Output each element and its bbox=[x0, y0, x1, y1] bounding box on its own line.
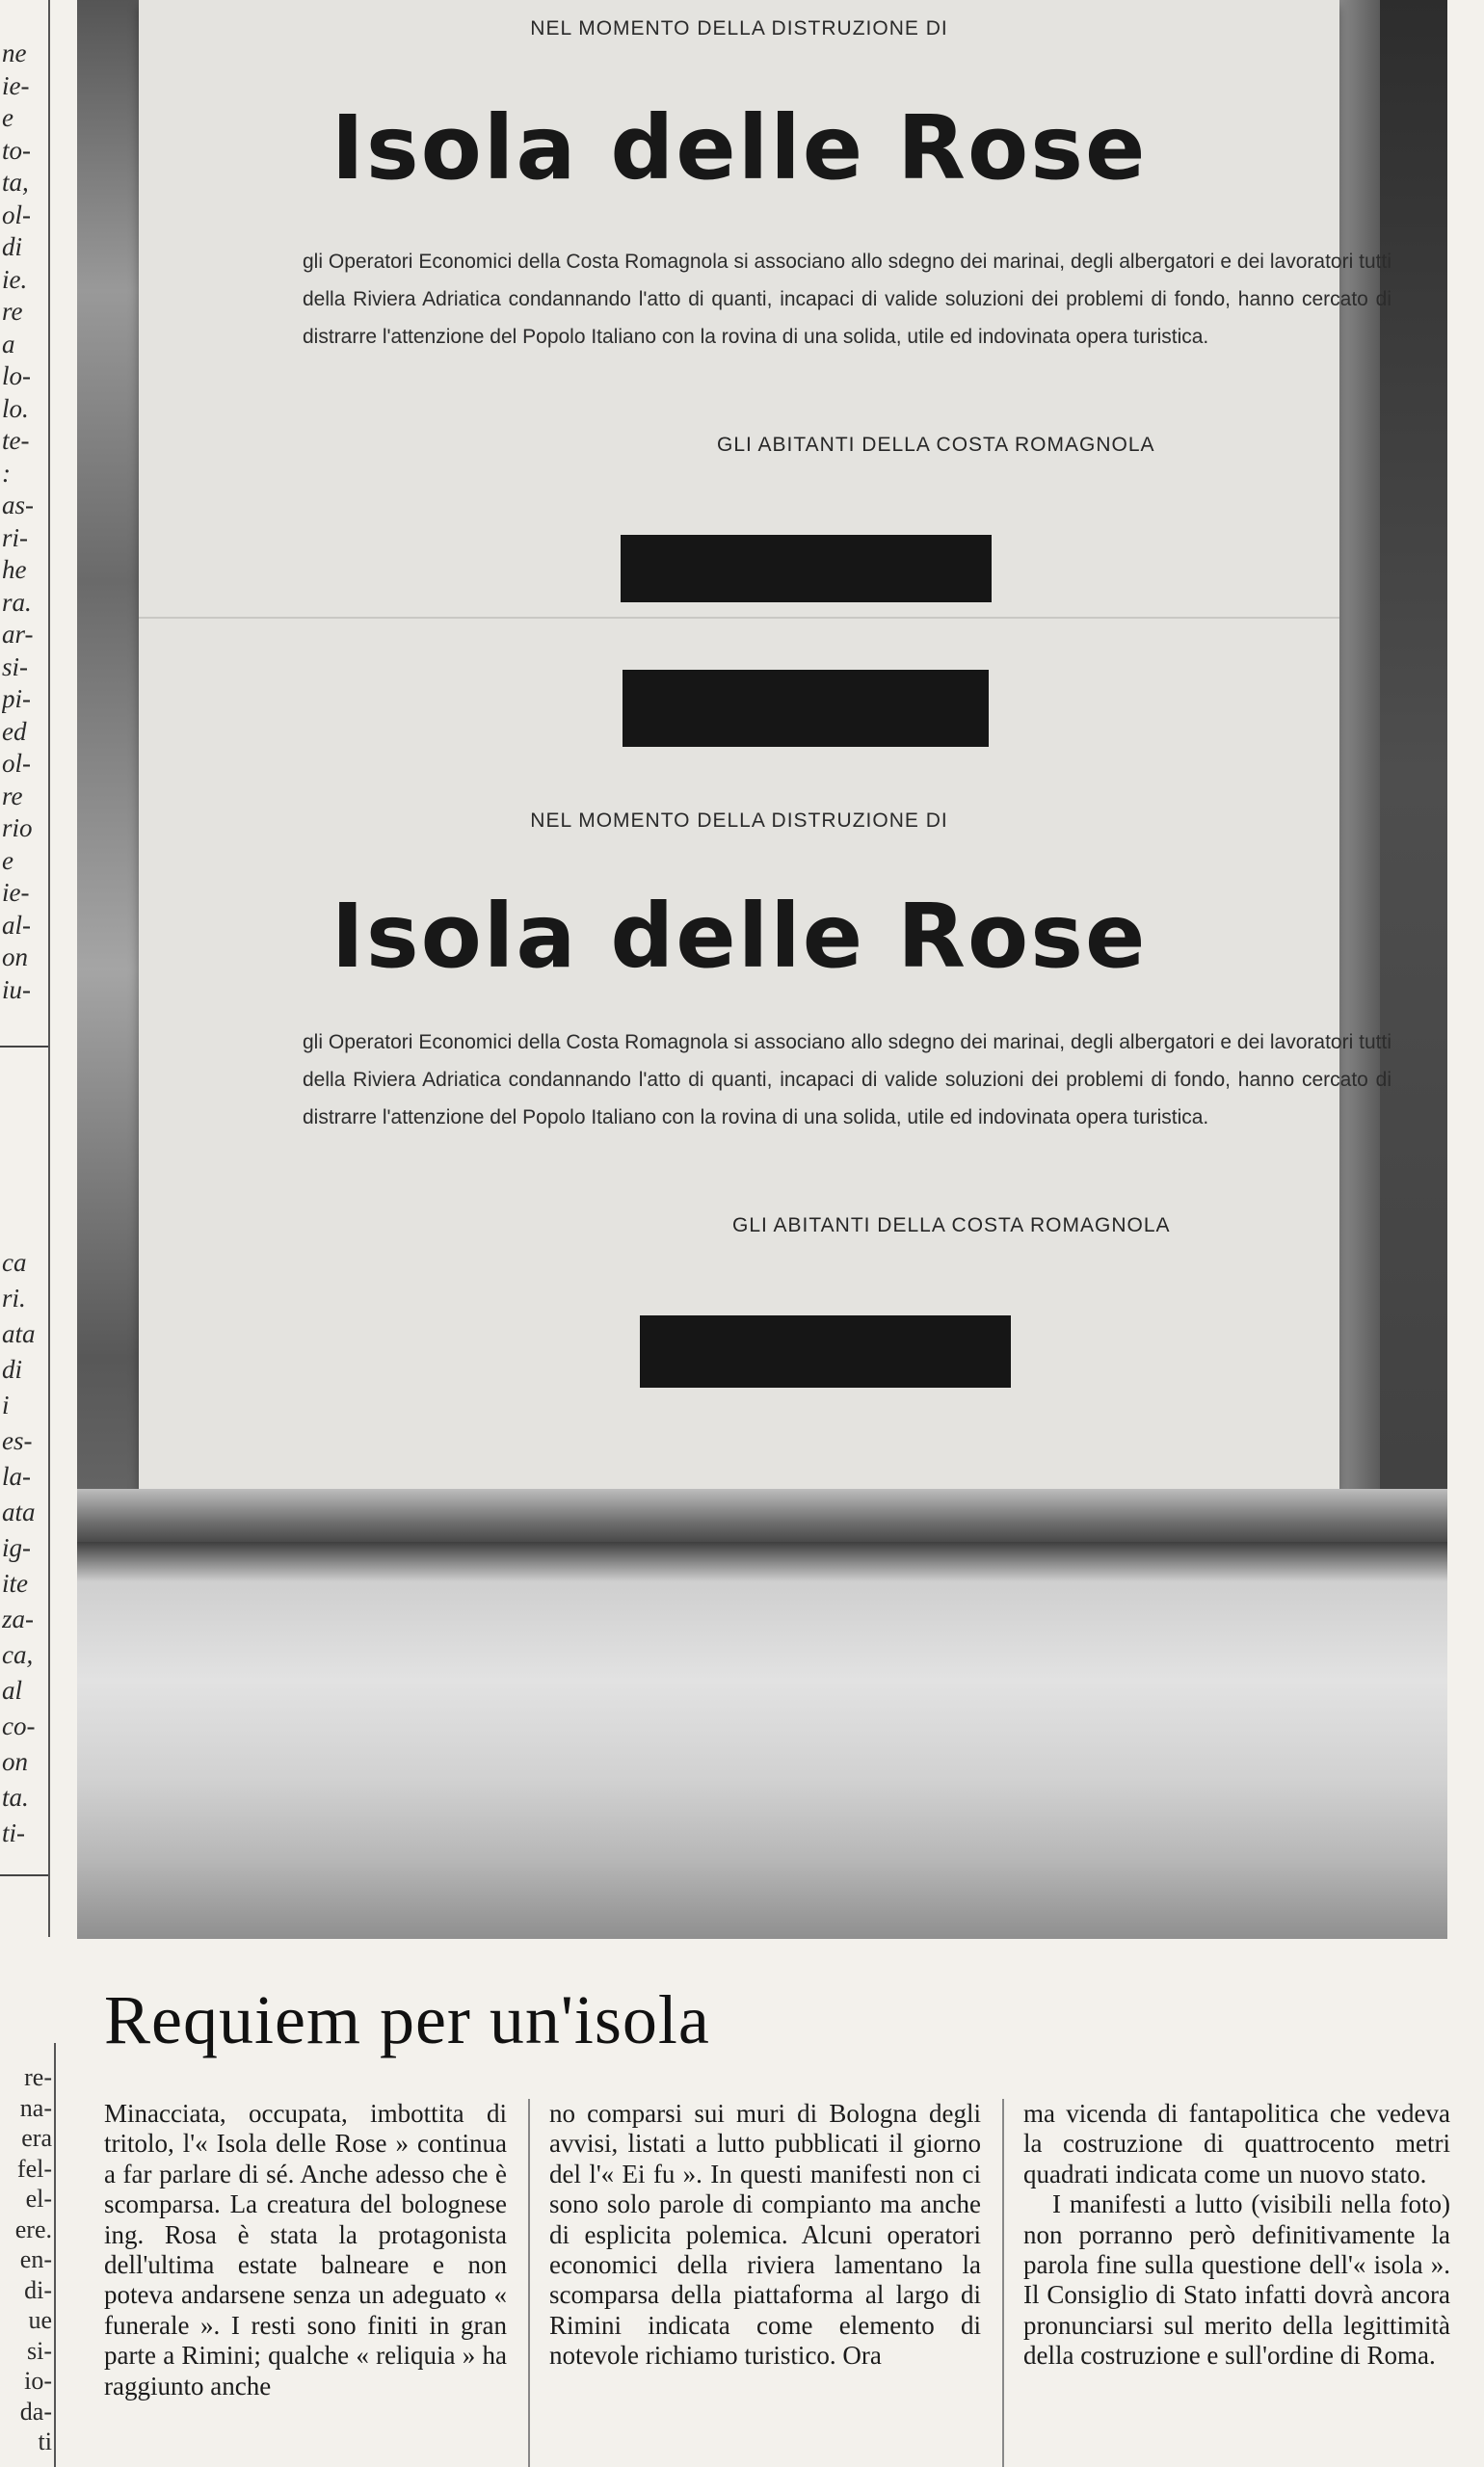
margin-fragment: era bbox=[21, 2124, 52, 2152]
margin-fragment: re- bbox=[24, 2063, 52, 2091]
margin-fragment: da- bbox=[19, 2397, 52, 2426]
margin-fragment: ri- bbox=[2, 522, 28, 552]
margin-fragment: re bbox=[2, 781, 23, 810]
margin-fragment: ata bbox=[2, 1498, 36, 1526]
margin-fragment: la- bbox=[2, 1462, 31, 1491]
margin-fragment: al bbox=[2, 1676, 23, 1705]
poster-black-band bbox=[623, 670, 989, 747]
poster-title: Isola delle Rose bbox=[331, 885, 1148, 988]
poster-seam bbox=[139, 617, 1339, 619]
margin-fragment: : bbox=[2, 458, 11, 488]
margin-fragment: di- bbox=[24, 2275, 52, 2304]
poster-kicker: NEL MOMENTO DELLA DISTRUZIONE DI bbox=[530, 17, 948, 40]
poster-title: Isola delle Rose bbox=[331, 96, 1148, 199]
margin-fragment: ti- bbox=[2, 1818, 25, 1847]
funeral-poster bbox=[139, 0, 1391, 1489]
margin-fragment: iu- bbox=[2, 974, 31, 1004]
margin-fragment: na- bbox=[19, 2093, 52, 2122]
margin-divider bbox=[0, 1874, 48, 1876]
snow-ground bbox=[77, 1542, 1447, 1939]
margin-fragment: ca, bbox=[2, 1640, 34, 1669]
margin-fragment: ne bbox=[2, 39, 27, 67]
poster-body: gli Operatori Economici della Costa Romagnola si associano allo sdegno dei marinai, degli albergatori e dei lavoratori tutti della Riviera Adriatica condannando l'atto di quanti, incapaci di valide soluzioni dei problemi di fondo, hanno cercato di distrarre l'attenzione del Popolo Italiano con la rovina di una solida, utile ed indovinata opera turistica. bbox=[303, 1031, 1391, 1128]
article-column-2 bbox=[549, 2099, 981, 2467]
margin-fragment: ite bbox=[2, 1569, 28, 1598]
column-rule bbox=[1002, 2099, 1004, 2467]
margin-fragment: to- bbox=[2, 135, 31, 165]
margin-fragment: ar- bbox=[2, 620, 34, 649]
margin-fragment: re bbox=[2, 297, 23, 326]
margin-fragment: rio bbox=[2, 813, 33, 842]
margin-fragment: on bbox=[2, 942, 28, 971]
article-paragraph: ma vicenda di fantapolitica che vedeva la costruzione di quattrocento metri quadrati indicata come un nuovo stato. bbox=[1023, 2099, 1450, 2188]
margin-fragment: i bbox=[2, 1391, 10, 1419]
poster-signature: GLI ABITANTI DELLA COSTA ROMAGNOLA bbox=[717, 434, 1155, 456]
left-margin-fragments bbox=[0, 0, 56, 1937]
margin-fragment: za- bbox=[2, 1605, 34, 1633]
margin-fragment: lo. bbox=[2, 393, 29, 423]
margin-fragment: ere. bbox=[14, 2215, 52, 2243]
margin-fragment: ra. bbox=[2, 587, 32, 617]
margin-fragment: al- bbox=[2, 910, 31, 940]
margin-fragment: e bbox=[2, 103, 13, 132]
margin-fragment: ri. bbox=[2, 1284, 26, 1313]
margin-fragment: di bbox=[2, 232, 23, 261]
margin-fragment: on bbox=[2, 1747, 28, 1776]
bottom-left-fragments bbox=[0, 2043, 60, 2467]
margin-fragment: io- bbox=[24, 2367, 52, 2395]
margin-fragment: en- bbox=[19, 2245, 52, 2273]
margin-fragment: te- bbox=[2, 426, 30, 455]
article-column-1 bbox=[104, 2099, 507, 2467]
margin-fragment: ig- bbox=[2, 1533, 31, 1562]
margin-fragment: ol- bbox=[2, 749, 31, 778]
poster-body: gli Operatori Economici della Costa Romagnola si associano allo sdegno dei marinai, degli albergatori e dei lavoratori tutti della Riviera Adriatica condannando l'atto di quanti, incapaci di valide soluzioni dei problemi di fondo, hanno cercato di distrarre l'attenzione del Popolo Italiano con la rovina di una solida, utile ed indovinata opera turistica. bbox=[303, 251, 1391, 348]
margin-fragment: si- bbox=[27, 2336, 52, 2365]
article-headline: Requiem per un'isola bbox=[104, 1981, 710, 2058]
margin-fragment: es- bbox=[2, 1426, 33, 1455]
poster-signature: GLI ABITANTI DELLA COSTA ROMAGNOLA bbox=[732, 1214, 1171, 1236]
poster-black-band bbox=[621, 535, 992, 602]
margin-fragment: ie. bbox=[2, 264, 28, 294]
article-paragraph: I manifesti a lutto (visibili nella foto) non porranno però definitivamente la parola fine sulla questione dell'« isola ». Il Consiglio di Stato infatti dovrà ancora pronunciarsi sul merito della legittimità della costruzione e sull'ordine di Roma. bbox=[1023, 2189, 1450, 2371]
margin-fragment: pi- bbox=[2, 684, 31, 713]
margin-fragment: ata bbox=[2, 1319, 36, 1348]
margin-fragment: ed bbox=[2, 716, 27, 746]
article-paragraph: Minacciata, occupata, imbottita di tritolo, l'« Isola delle Rose » continua a far parlare di sé. Anche adesso che è scomparsa. La creatura del bolognese ing. Rosa è stata la protagonista dell'ultima estate balneare e non poteva andarsene senza un adeguato « funerale ». I resti sono finiti in gran parte a Rimini; qualche « reliquia » ha raggiunto anche bbox=[104, 2099, 507, 2401]
margin-fragment: e bbox=[2, 845, 13, 875]
margin-fragment: ie- bbox=[2, 878, 30, 907]
margin-fragment: a bbox=[2, 329, 15, 358]
margin-fragment: di bbox=[2, 1355, 23, 1384]
news-photo bbox=[77, 0, 1447, 1939]
margin-fragment: ol- bbox=[2, 199, 31, 229]
margin-divider bbox=[0, 1046, 48, 1048]
margin-fragment: el- bbox=[25, 2185, 52, 2213]
margin-fragment: ta, bbox=[2, 168, 29, 197]
margin-fragment: ti bbox=[38, 2427, 52, 2455]
poster-black-band bbox=[640, 1315, 1011, 1388]
article-column-3 bbox=[1023, 2099, 1450, 2467]
margin-fragment: he bbox=[2, 555, 27, 584]
poster-kicker: NEL MOMENTO DELLA DISTRUZIONE DI bbox=[530, 809, 948, 832]
margin-fragment: lo- bbox=[2, 361, 31, 390]
margin-fragment: as- bbox=[2, 491, 34, 519]
margin-fragment: co- bbox=[2, 1711, 36, 1740]
margin-fragment: si- bbox=[2, 651, 28, 681]
margin-fragment: ue bbox=[28, 2306, 52, 2334]
margin-fragment: ta. bbox=[2, 1783, 29, 1812]
margin-fragment: ca bbox=[2, 1248, 27, 1277]
column-rule bbox=[48, 0, 50, 1937]
margin-fragment: fel- bbox=[16, 2154, 52, 2183]
article-paragraph: no comparsi sui muri di Bologna degli avvisi, listati a lutto pubblicati il giorno del l'« Ei fu ». In questi manifesti non ci sono solo parole di compianto ma anche di esplicita polemica. Alcuni operatori economici della riviera lamentano la scomparsa della piattaforma al largo di Rimini indicata come elemento di notevole richiamo turistico. Ora bbox=[549, 2099, 981, 2371]
column-rule bbox=[54, 2043, 56, 2467]
column-rule bbox=[528, 2099, 530, 2467]
margin-fragment: ie- bbox=[2, 70, 30, 100]
